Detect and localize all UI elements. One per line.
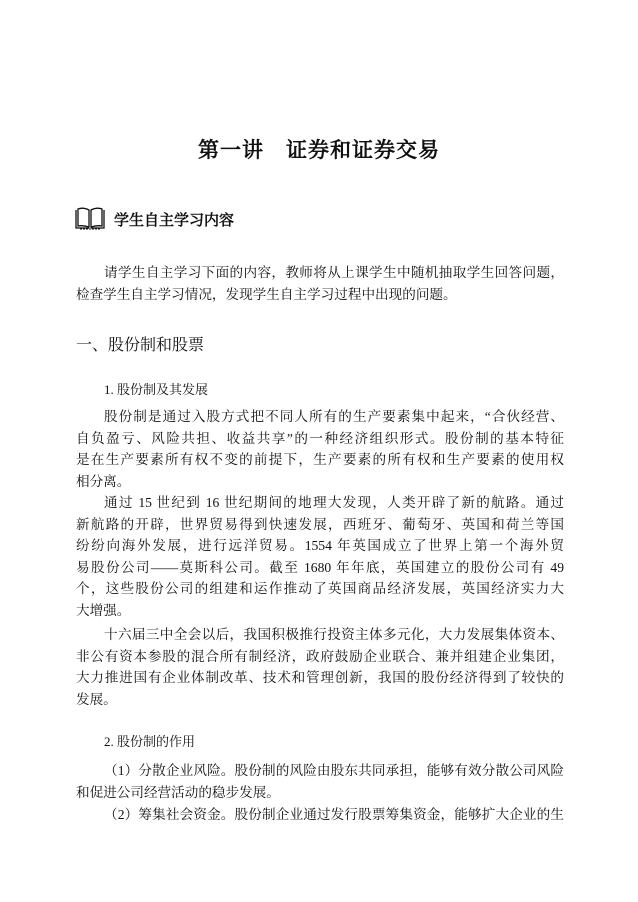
paragraph-line: 纷纷向海外发展，进行远洋贸易。1554 年英国成立了世界上第一个海外贸	[76, 538, 564, 554]
paragraph-line: 个，这些股份公司的组建和运作推动了英国商品经济发展，英国经济实力大	[76, 581, 564, 597]
paragraph-line: （2）筹集社会资金。股份制企业通过发行股票筹集资金，能够扩大企业的生	[104, 807, 564, 822]
paragraph-line: 非公有资本参股的混合所有制经济，政府鼓励企业联合、兼并组建企业集团，	[76, 648, 564, 664]
paragraph-line: 是在生产要素所有权不变的前提下，生产要素的所有权和生产要素的使用权	[76, 452, 564, 468]
page-title: 第一讲 证券和证券交易	[198, 138, 440, 162]
paragraph-line: 十六届三中全会以后，我国积极推行投资主体多元化，大力发展集体资本、	[104, 627, 564, 642]
paragraph-line: 通过 15 世纪到 16 世纪期间的地理大发现，人类开辟了新的航路。通过	[104, 495, 564, 510]
paragraph-line: 发展。	[76, 691, 117, 707]
book-icon	[74, 207, 106, 231]
study-heading-text: 学生自主学习内容	[114, 211, 235, 229]
paragraph-line: 股份制是通过入股方式把不同人所有的生产要素集中起来，“合伙经营、	[104, 409, 564, 424]
paragraph-line: 大增强。	[76, 603, 131, 618]
paragraph-line: 检查学生自主学习情况，发现学生自主学习过程中出现的问题。	[76, 286, 457, 302]
paragraph-line: 请学生自主学习下面的内容，教师将从上课学生中随机抽取学生回答问题，	[104, 265, 564, 280]
subsection-heading: 2. 股份制的作用	[104, 734, 196, 749]
section-heading: 一、股份制和股票	[76, 337, 205, 354]
paragraph-line: （1）分散企业风险。股份制的风险由股东共同承担，能够有效分散公司风险	[104, 763, 564, 778]
paragraph-line: 相分离。	[76, 473, 131, 489]
subsection-heading: 1. 股份制及其发展	[104, 382, 209, 397]
paragraph-line: 和促进公司经营活动的稳步发展。	[76, 784, 280, 800]
paragraph-line: 自负盈亏、风险共担、收益共享”的一种经济组织形式。股份制的基本特征	[76, 430, 564, 446]
paragraph-line: 易股份公司——莫斯科公司。截至 1680 年年底，英国建立的股份公司有 49	[76, 559, 564, 575]
study-heading	[74, 207, 234, 231]
paragraph-line: 新航路的开辟，世界贸易得到快速发展，西班牙、葡萄牙、英国和荷兰等国	[76, 516, 564, 532]
paragraph-line: 大力推进国有企业体制改革、技术和管理创新，我国的股份经济得到了较快的	[76, 670, 564, 686]
